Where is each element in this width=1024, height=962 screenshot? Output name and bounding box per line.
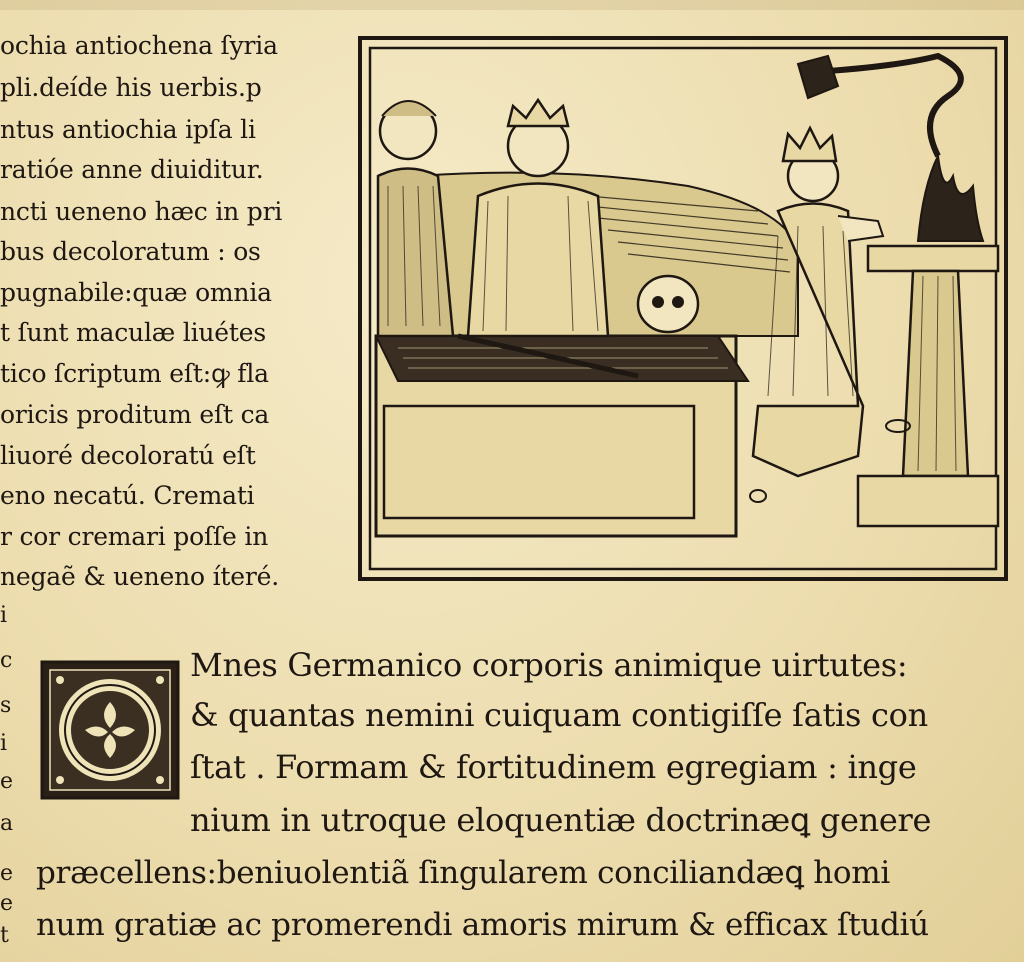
main-text-line: num gratiæ ac promerendi amoris mirum & efficax ſtudiú xyxy=(36,907,929,943)
left-line: negaẽ & ueneno íteré. xyxy=(0,562,279,591)
left-line: pli.deíde his uerbis.p xyxy=(0,73,262,102)
left-line: ncti ueneno hæc in pri xyxy=(0,197,283,226)
main-text-line: præcellens:beniuolentiã ſingularem conciliandæꝗ homi xyxy=(36,855,891,891)
decorated-initial-o-icon xyxy=(40,660,180,800)
left-line: tico ſcriptum eſt:ꝙ fla xyxy=(0,359,269,388)
margin-letter: t xyxy=(0,923,9,948)
left-line: pugnabile:quæ omnia xyxy=(0,278,272,307)
margin-letter: e xyxy=(0,891,14,916)
left-line: ochia antiochena ſyria xyxy=(0,31,278,60)
left-line: bus decoloratum : os xyxy=(0,237,261,266)
margin-letter: i xyxy=(0,731,8,756)
left-line: r cor cremari poſſe in xyxy=(0,522,269,551)
margin-letter: e xyxy=(0,861,14,886)
left-line: liuoré decoloratú eſt xyxy=(0,441,256,470)
main-text-line: ſtat . Formam & fortitudinem egregiam : inge xyxy=(190,748,917,786)
margin-letter: e xyxy=(0,769,14,794)
left-line: oricis proditum eſt ca xyxy=(0,400,270,429)
top-edge-shadow xyxy=(0,0,1024,10)
left-line: t ſunt maculæ liuétes xyxy=(0,318,266,347)
main-text-line: nium in utroque eloquentiæ doctrinæꝗ genere xyxy=(190,801,932,839)
margin-letter: i xyxy=(0,603,8,628)
left-line: ratióe anne diuiditur. xyxy=(0,155,264,184)
margin-letter: s xyxy=(0,693,12,718)
woodcut-illustration-icon xyxy=(358,36,1008,581)
main-text-line: Mnes Germanico corporis animique uirtutes: xyxy=(190,646,908,684)
margin-letter: c xyxy=(0,648,13,673)
left-line: eno necatú. Cremati xyxy=(0,481,255,510)
main-text-line: & quantas nemini cuiquam contigiſſe ſatis con xyxy=(190,696,928,734)
left-line: ntus antiochia ipſa li xyxy=(0,115,256,144)
margin-letter: a xyxy=(0,811,14,836)
